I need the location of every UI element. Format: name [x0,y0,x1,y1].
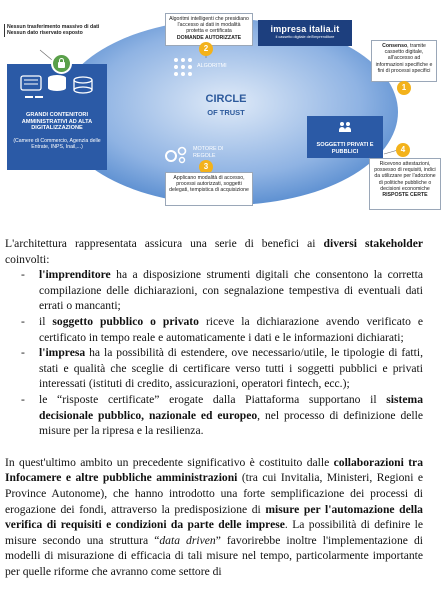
bullet-dash: - [21,346,25,360]
risposte-text: Ricevono attestazioni, possesso di requisiti, indici da utilizzare per l'adozione di politiche pubbliche o decisioni economiche [374,161,436,192]
algoritmi-label: ALGORITMI [197,63,227,69]
bullet-text: riceve la dichiarazione avendo verificato e certificato in tempo reale e automaticamente i dati e le informazioni dichiarati; [39,314,423,344]
badge-3: 3 [199,160,213,174]
para-text: In quest'ultimo ambito un precedente significativo è costituito dalle [5,455,334,469]
bullet-bold: sistema decisionale pubblico, nazionale ed europeo [39,392,423,422]
circle-of-trust-title [181,93,271,119]
bullet-text: ha a disposizione strumenti digitali che consentono la corretta compilazione delle dichiarazioni, con segnalazione tempestiva di eventuali dati errati o mancanti; [39,268,423,313]
intro-bold: diversi stakeholder [323,237,424,250]
consenso-text: , tramite cassetto digitale, all'accesso ad informazioni specifiche e fini di processi specifici [375,43,433,74]
para-text: ” favorirebbe inoltre l'implementazione di modelli di misurazione di efficacia di tali misure nel tempo, particolarmente importante per quelle riforme che avranno come settore di [5,533,423,578]
impresa-tagline: il cassetto digitale dell'imprenditore [275,35,335,39]
intro-paragraph [5,236,423,267]
circle-subtitle: OF TRUST [207,108,245,117]
consenso-callout [371,40,437,82]
circle-title: CIRCLE [205,93,247,105]
motore-text: Applicano modalità di accesso, processi autorizzati, soggetti delegati, tempistica di acquisizione [169,175,249,194]
bullet-bold: l'impresa [39,346,86,360]
list-item [5,267,423,314]
bullet-text: il [39,314,53,328]
soggetti-box [307,116,383,158]
algoritmi-text: Algoritmi intelligenti che presidiano l'accesso ai dati in modalità protetta e certificata [169,16,249,35]
lock-icon [51,53,72,74]
benefits-list [5,267,423,439]
bullet-text: le “risposte certificate” erogate dalla Piattaforma supportano il [39,392,387,406]
bullet-dash: - [21,268,25,282]
intro-end: coinvolti: [5,252,50,266]
para-italic: data driven [159,533,216,547]
algoritmi-bold: DOMANDE AUTORIZZATE [176,34,242,41]
intro-text: L'architettura rappresentata assicura una serie di benefici ai [5,237,324,250]
impresa-italia-logo [258,20,352,46]
bullet-bold: soggetto pubblico o privato [52,314,199,328]
consenso-bold: Consenso [382,43,408,49]
bullet-text: ha la possibilità di estendere, ove necessario/utile, le tipologie di fatti, stati e qualità che sceglie di certificare verso tutti i soggetti pubblici e privati interessati (istituti di credito, assicurazioni, operatori fintech, ecc.); [39,346,423,391]
motore-label: MOTORE DI REGOLE [193,146,224,159]
left-box-title: GRANDI CONTENITORI AMMINISTRATIVI AD ALTA DIGITALIZZAZIONE [21,112,93,132]
second-paragraph [5,455,423,580]
bullet-dash: - [21,392,25,406]
people-icon [339,122,351,134]
list-item [5,392,423,439]
para-text: . La possibilità di definire le misure secondo una struttura “ [5,518,424,547]
list-item [5,345,423,392]
risposte-bold: RISPOSTE CERTE [382,192,428,199]
bullet-dash: - [21,314,25,328]
motore-callout [165,172,253,206]
para-bold: misure per l'automazione della verifica di requisiti e condizioni da parte delle imprese [5,502,423,532]
algoritmi-callout [165,13,253,46]
badge-2: 2 [199,42,213,56]
circle-of-trust-diagram [0,0,445,226]
badge-1: 1 [397,81,411,95]
left-box-subtitle: (Camere di Commercio, Agenzia delle Entrate, INPS, Inail,...) [13,137,101,151]
risposte-callout [369,158,441,210]
bullet-text: , nel processo di definizione delle misure per la ripresa e la resilienza. [39,408,423,438]
algoritmi-icon [174,58,192,76]
administrative-containers-box [7,64,107,170]
list-item [5,314,423,345]
badge-4: 4 [396,143,410,157]
database-icons [11,70,103,110]
document-body [5,236,423,579]
impresa-name: impresa italia.it [270,24,340,34]
bullet-bold: l'imprenditore [39,268,111,282]
para-text: (tra cui Invitalia, Ministeri, Regioni e Province Autonome), che hanno introdotto una forte semplificazione dei processi di erogazione dei fondi, attraverso la predisposizione di [5,471,423,516]
top-note: Nessun trasferimento massivo di dati Nessun dato riservato esposto [4,24,107,37]
soggetti-label: SOGGETTI PRIVATI E PUBBLICI [316,142,374,155]
para-bold: collaborazioni tra Infocamere e altre pubbliche amministrazioni [5,455,424,485]
